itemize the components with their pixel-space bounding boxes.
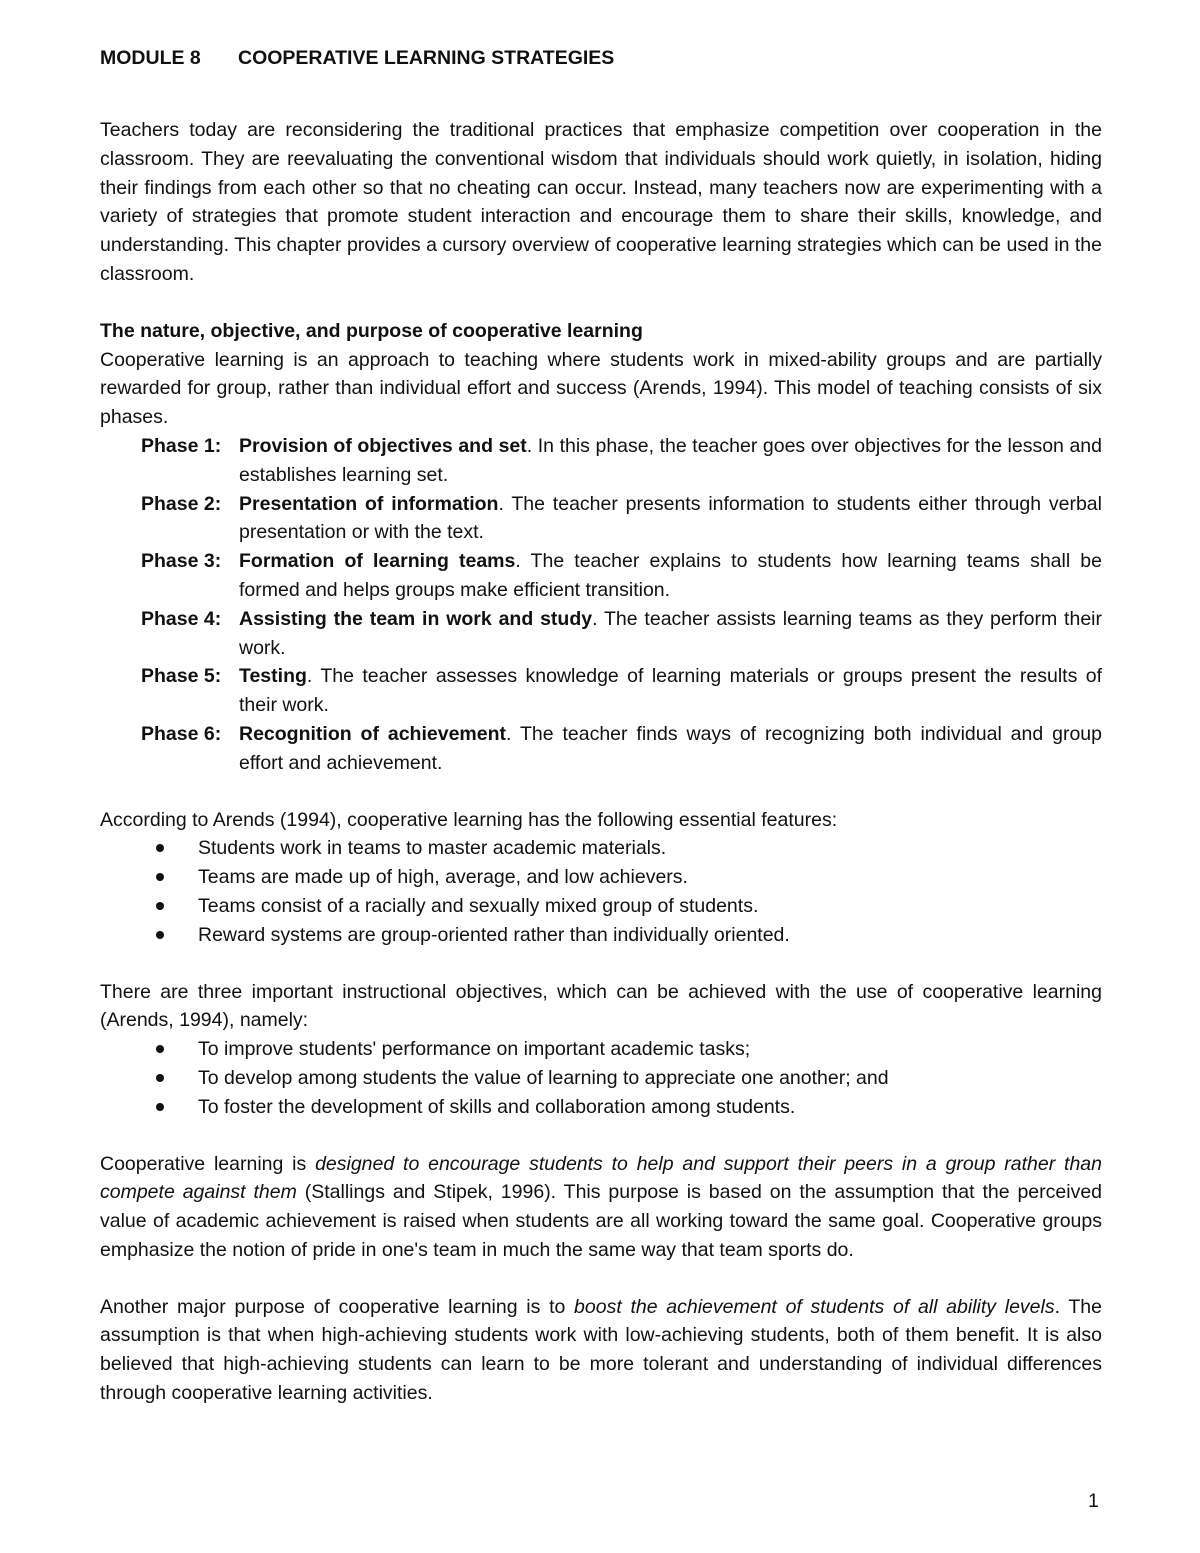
bullet-icon (156, 1074, 164, 1082)
list-item (100, 1035, 1102, 1064)
phase-title: Provision of objectives and set (239, 434, 527, 457)
module-heading (100, 44, 1102, 72)
intro-paragraph: Teachers today are reconsidering the traditional practices that emphasize competition over cooperation in the classroom. They are reevaluating the conventional wisdom that individuals should work quietly, in isolation, hiding their findings from each other so that no cheating can occur. Instead, many teachers now are experimenting with a variety of strategies that promote student interaction and encourage them to share their skills, knowledge, and understanding. This chapter provides a cursory overview of cooperative learning strategies which can be used in the classroom. (100, 119, 1102, 285)
page-number: 1 (1088, 1490, 1099, 1512)
phase-item (100, 547, 1102, 605)
phase-text: . The teacher presents information to students either through verbal presentation or with the text. (239, 492, 1102, 544)
module-title: COOPERATIVE LEARNING STRATEGIES (238, 47, 615, 69)
phase-text: . The teacher finds ways of recognizing both individual and group effort and achievement. (239, 722, 1102, 774)
phase-title: Presentation of information (239, 492, 499, 515)
phase-item (100, 432, 1102, 490)
phase-description (239, 662, 1102, 720)
bullet-icon (156, 931, 164, 939)
list-item-text: Teams consist of a racially and sexually mixed group of students. (198, 894, 759, 917)
features-intro: According to Arends (1994), cooperative learning has the following essential features: (100, 808, 838, 831)
bullet-icon (156, 844, 164, 852)
features-list (100, 834, 1102, 949)
phase-title: Formation of learning teams (239, 550, 516, 573)
list-item (100, 1064, 1102, 1093)
bullet-icon (156, 902, 164, 910)
purpose-emphasis: designed to encourage students to help and support their peers in a group rather than compete against them (100, 1152, 1102, 1204)
phase-label: Phase 4: (141, 607, 222, 630)
another-lead: Another major purpose of cooperative learning is to (100, 1295, 575, 1318)
purpose-lead: Cooperative learning is (100, 1152, 316, 1175)
list-item-text: Students work in teams to master academic materials. (198, 837, 667, 860)
module-number: MODULE 8 (100, 47, 201, 69)
phase-description (239, 490, 1102, 548)
phase-description (239, 547, 1102, 605)
phase-description (239, 605, 1102, 663)
list-item (100, 834, 1102, 863)
phase-text: . The teacher explains to students how learning teams shall be formed and helps groups make efficient transition. (239, 550, 1102, 601)
phase-label: Phase 2: (141, 492, 222, 515)
phase-item (100, 605, 1102, 663)
objectives-intro: There are three important instructional objectives, which can be achieved with the use of cooperative learning (Arends, 1994), namely: (100, 980, 1102, 1032)
list-item-text: Teams are made up of high, average, and low achievers. (198, 866, 688, 889)
phase-label: Phase 5: (141, 665, 222, 688)
purpose-rest: (Stallings and Stipek, 1996). This purpose is based on the assumption that the perceived value of academic achievement is raised when students are all working toward the same goal. Cooperative groups emphasize the notion of pride in one's team in much the same way that team sports do. (100, 1181, 1103, 1261)
phase-description (239, 432, 1102, 490)
list-item (100, 921, 1102, 950)
section-paragraph: Cooperative learning is an approach to teaching where students work in mixed-ability groups and are partially rewarded for group, rather than individual effort and success (Arends, 1994). This model of teaching consists of six phases. (100, 348, 1102, 429)
list-item-text: To develop among students the value of learning to appreciate one another; and (198, 1066, 889, 1089)
phase-title: Assisting the team in work and study (239, 607, 593, 630)
bullet-icon (156, 1045, 164, 1053)
list-item (100, 1093, 1102, 1122)
phase-label: Phase 1: (141, 434, 222, 457)
another-emphasis: boost the achievement of students of all ability levels (574, 1295, 1055, 1318)
phase-label: Phase 3: (141, 550, 222, 573)
phase-list (100, 432, 1102, 778)
list-item-text: To improve students' performance on important academic tasks; (198, 1038, 751, 1061)
phase-item (100, 720, 1102, 778)
bullet-icon (156, 873, 164, 881)
phase-title: Testing (239, 665, 307, 688)
phase-text: . In this phase, the teacher goes over objectives for the lesson and establishes learning set. (239, 434, 1102, 486)
phase-item (100, 490, 1102, 548)
list-item-text: To foster the development of skills and collaboration among students. (198, 1095, 796, 1118)
list-item (100, 863, 1102, 892)
another-purpose-paragraph (100, 1293, 1102, 1408)
bullet-icon (156, 1103, 164, 1111)
list-item (100, 892, 1102, 921)
document-page (100, 44, 1102, 1408)
purpose-paragraph (100, 1150, 1102, 1265)
list-item-text: Reward systems are group-oriented rather than individually oriented. (198, 923, 790, 946)
objectives-list (100, 1035, 1102, 1121)
phase-description (239, 720, 1102, 778)
phase-text: . The teacher assists learning teams as they perform their work. (239, 607, 1102, 659)
phase-label: Phase 6: (141, 722, 222, 745)
phase-title: Recognition of achievement (239, 722, 507, 745)
section-heading: The nature, objective, and purpose of cooperative learning (100, 319, 643, 342)
another-rest: . The assumption is that when high-achieving students work with low-achieving students, both of them benefit. It is also believed that high-achieving students can learn to be more tolerant and understanding of individual differences through cooperative learning activities. (100, 1295, 1102, 1405)
phase-text: . The teacher assesses knowledge of learning materials or groups present the results of their work. (239, 665, 1102, 717)
phase-item (100, 662, 1102, 720)
